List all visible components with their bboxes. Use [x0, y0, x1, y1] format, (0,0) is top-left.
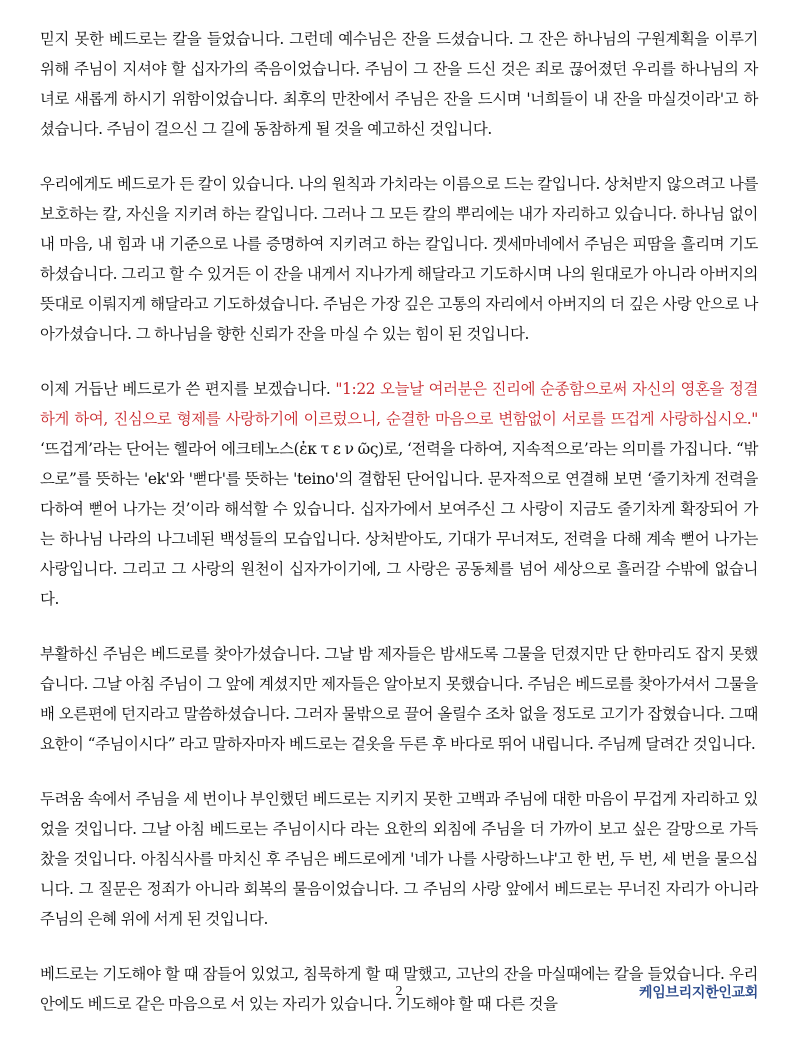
paragraph-6: 베드로는 기도해야 할 때 잠들어 있었고, 침묵하게 할 때 말했고, 고난의 잔을 마실때에는 칼을 들었습니다. 우리 안에도 베드로 같은 마음으로 서 있는 자리가 있습니다. 기도해야 할 때 다른 것을 [40, 965, 758, 1013]
paragraph-3 [40, 374, 758, 614]
paragraph-3-lead: 이제 거듭난 베드로가 쓴 편지를 보겠습니다. [40, 380, 336, 398]
paragraph-5: 두려움 속에서 주님을 세 번이나 부인했던 베드로는 지키지 못한 고백과 주님에 대한 마음이 무겁게 자리하고 있었을 것입니다. 그날 아침 베드로는 주님이시다 라는 요한의 외침에 주님을 더 가까이 보고 싶은 갈망으로 가득찼을 것입니다. 아침식사를 마치신 후 주님은 베드로에게 '네가 나를 사랑하느냐'고 한 번, 두 번, 세 번을 물으십니다. 그 질문은 정죄가 아니라 회복의 물음이었습니다. 그 주님의 사랑 앞에서 베드로는 무너진 자리가 아니라 주님의 은혜 위에 서게 된 것입니다. [40, 790, 758, 928]
sermon-body [40, 24, 758, 1044]
paragraph-3-rest: ‘뜨겁게’라는 단어는 헬라어 에크테노스(ἐκ τ ε ν ῶς)로, ‘전력을 다하여, 지속적으로’라는 의미를 가집니다. “밖으로”를 뜻하는 'ek'와 '뻗다'를 뜻하는 'teino'의 결합된 단어입니다. 문자적으로 연결해 보면 ‘줄기차게 전력을 다하여 뻗어 나가는 것’이라 해석할 수 있습니다. 십자가에서 보여주신 그 사랑이 지금도 줄기차게 확장되어 가는 하나님 나라의 나그네된 백성들의 모습입니다. 상처받아도, 기대가 무너져도, 전력을 다해 계속 뻗어 나가는 사랑입니다. 그리고 그 사랑의 원천이 십자가이기에, 그 사랑은 공동체를 넘어 세상으로 흘러갈 수밖에 없습니다. [40, 440, 758, 608]
paragraph-2: 우리에게도 베드로가 든 칼이 있습니다. 나의 원칙과 가치라는 이름으로 드는 칼입니다. 상처받지 않으려고 나를 보호하는 칼, 자신을 지키려 하는 칼입니다. 그러나 그 모든 칼의 뿌리에는 내가 자리하고 있습니다. 하나님 없이 내 마음, 내 힘과 내 기준으로 나를 증명하여 지키려고 하는 칼입니다. 겟세마네에서 주님은 피땀을 흘리며 기도하셨습니다. 그리고 할 수 있거든 이 잔을 내게서 지나가게 해달라고 기도하시며 나의 원대로가 아니라 아버지의 뜻대로 이뤄지게 해달라고 기도하셨습니다. 주님은 가장 깊은 고통의 자리에서 아버지의 더 깊은 사랑 안으로 나아가셨습니다. 그 하나님을 향한 신뢰가 잔을 마실 수 있는 힘이 된 것입니다. [40, 175, 758, 343]
scripture-quote: "1:22 오늘날 여러분은 진리에 순종함으로써 자신의 영혼을 정결하게 하여, 진심으로 형제를 사랑하기에 이르렀으니, 순결한 마음으로 변함없이 서로를 뜨겁게 사랑하십시오." [40, 380, 759, 428]
paragraph-4: 부활하신 주님은 베드로를 찾아가셨습니다. 그날 밤 제자들은 밤새도록 그물을 던졌지만 단 한마리도 잡지 못했습니다. 그날 아침 주님이 그 앞에 계셨지만 제자들은 알아보지 못했습니다. 주님은 베드로를 찾아가셔서 그물을 배 오른편에 던지라고 말씀하셨습니다. 그러자 물밖으로 끌어 올릴수 조차 없을 정도로 고기가 잡혔습니다. 그때 요한이 “주님이시다” 라고 말하자마자 베드로는 겉옷을 두른 후 바다로 뛰어 내립니다. 주님께 달려간 것입니다. [40, 645, 758, 753]
page-number: 2 [395, 984, 403, 999]
church-name: 케임브리지한인교회 [638, 985, 758, 1001]
paragraph-1: 믿지 못한 베드로는 칼을 들었습니다. 그런데 예수님은 잔을 드셨습니다. 그 잔은 하나님의 구원계획을 이루기 위해 주님이 지셔야 할 십자가의 죽음이었습니다. 주님이 그 잔을 드신 것은 죄로 끊어졌던 우리를 하나님의 자녀로 새롭게 하시기 위함이었습니다. 최후의 만찬에서 주님은 잔을 드시며 '너희들이 내 잔을 마실것이라'고 하셨습니다. 주님이 걸으신 그 길에 동참하게 될 것을 예고하신 것입니다. [40, 30, 758, 138]
